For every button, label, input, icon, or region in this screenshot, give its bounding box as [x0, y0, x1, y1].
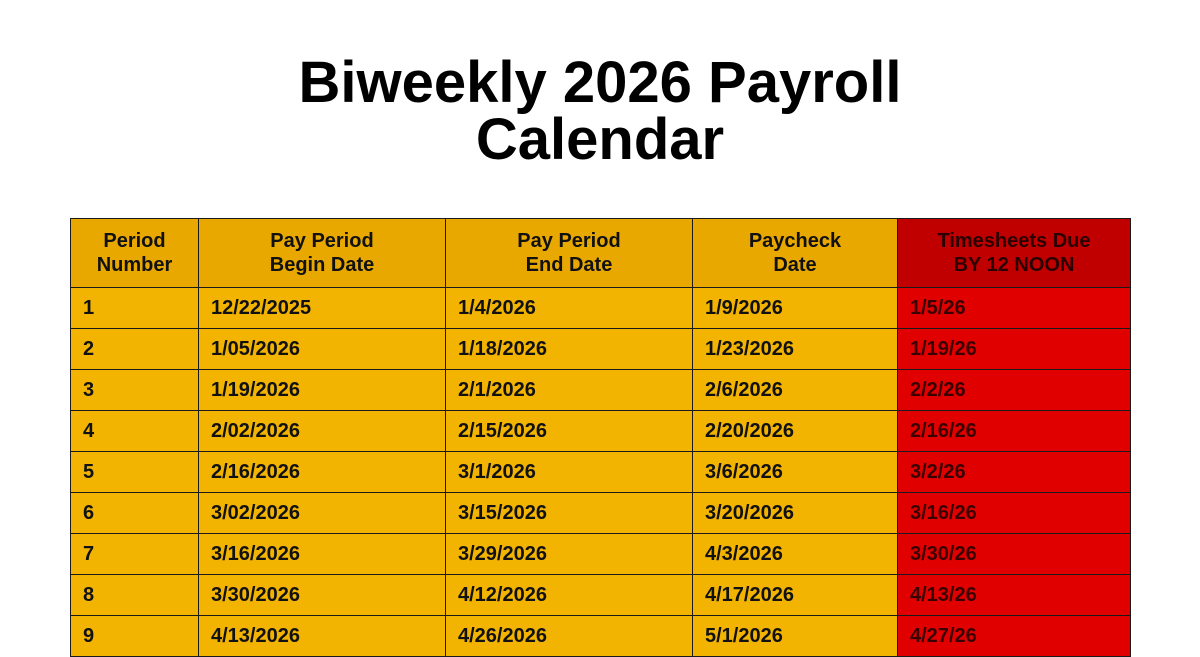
- period-number-cell: 6: [71, 493, 199, 534]
- timesheets-due-cell: 1/19/26: [898, 329, 1131, 370]
- paycheck-date-cell: 3/20/2026: [693, 493, 898, 534]
- paycheck-date-cell: 1/23/2026: [693, 329, 898, 370]
- period-number-cell: 4: [71, 411, 199, 452]
- paycheck-date-cell: 5/1/2026: [693, 616, 898, 657]
- period-number-cell: 3: [71, 370, 199, 411]
- table-row: [71, 329, 1131, 370]
- paycheck-date-cell: 2/20/2026: [693, 411, 898, 452]
- period-number-cell: 5: [71, 452, 199, 493]
- paycheck-date-cell: 4/17/2026: [693, 575, 898, 616]
- begin-date-cell: 1/19/2026: [199, 370, 446, 411]
- timesheets-due-cell: 3/2/26: [898, 452, 1131, 493]
- table-row: [71, 452, 1131, 493]
- end-date-cell: 4/26/2026: [446, 616, 693, 657]
- end-date-cell: 3/29/2026: [446, 534, 693, 575]
- begin-date-cell: 3/30/2026: [199, 575, 446, 616]
- header-timesheets-due: Timesheets Due BY 12 NOON: [898, 219, 1131, 288]
- table-row: [71, 288, 1131, 329]
- begin-date-cell: 1/05/2026: [199, 329, 446, 370]
- begin-date-cell: 3/16/2026: [199, 534, 446, 575]
- begin-date-cell: 2/02/2026: [199, 411, 446, 452]
- end-date-cell: 2/15/2026: [446, 411, 693, 452]
- begin-date-cell: 3/02/2026: [199, 493, 446, 534]
- timesheets-due-cell: 3/16/26: [898, 493, 1131, 534]
- header-end-date: Pay Period End Date: [446, 219, 693, 288]
- begin-date-cell: 4/13/2026: [199, 616, 446, 657]
- end-date-cell: 3/1/2026: [446, 452, 693, 493]
- header-begin-date: Pay Period Begin Date: [199, 219, 446, 288]
- title-line-1: Biweekly 2026 Payroll: [298, 50, 902, 115]
- end-date-cell: 1/18/2026: [446, 329, 693, 370]
- period-number-cell: 2: [71, 329, 199, 370]
- period-number-cell: 1: [71, 288, 199, 329]
- table-row: [71, 411, 1131, 452]
- timesheets-due-cell: 2/16/26: [898, 411, 1131, 452]
- table-row: [71, 493, 1131, 534]
- table-row: [71, 616, 1131, 657]
- title-line-2: Calendar: [475, 107, 725, 172]
- period-number-cell: 9: [71, 616, 199, 657]
- table-row: [71, 370, 1131, 411]
- end-date-cell: 3/15/2026: [446, 493, 693, 534]
- end-date-cell: 1/4/2026: [446, 288, 693, 329]
- payroll-table: [70, 218, 1131, 657]
- table-header-row: [71, 219, 1131, 288]
- begin-date-cell: 2/16/2026: [199, 452, 446, 493]
- paycheck-date-cell: 2/6/2026: [693, 370, 898, 411]
- period-number-cell: 7: [71, 534, 199, 575]
- timesheets-due-cell: 4/13/26: [898, 575, 1131, 616]
- table-row: [71, 534, 1131, 575]
- paycheck-date-cell: 1/9/2026: [693, 288, 898, 329]
- table-row: [71, 575, 1131, 616]
- header-paycheck-date: Paycheck Date: [693, 219, 898, 288]
- table-body: [71, 288, 1131, 657]
- timesheets-due-cell: 4/27/26: [898, 616, 1131, 657]
- end-date-cell: 4/12/2026: [446, 575, 693, 616]
- end-date-cell: 2/1/2026: [446, 370, 693, 411]
- period-number-cell: 8: [71, 575, 199, 616]
- page-title: [0, 50, 1200, 172]
- timesheets-due-cell: 3/30/26: [898, 534, 1131, 575]
- begin-date-cell: 12/22/2025: [199, 288, 446, 329]
- timesheets-due-cell: 1/5/26: [898, 288, 1131, 329]
- header-period-number: Period Number: [71, 219, 199, 288]
- timesheets-due-cell: 2/2/26: [898, 370, 1131, 411]
- paycheck-date-cell: 4/3/2026: [693, 534, 898, 575]
- paycheck-date-cell: 3/6/2026: [693, 452, 898, 493]
